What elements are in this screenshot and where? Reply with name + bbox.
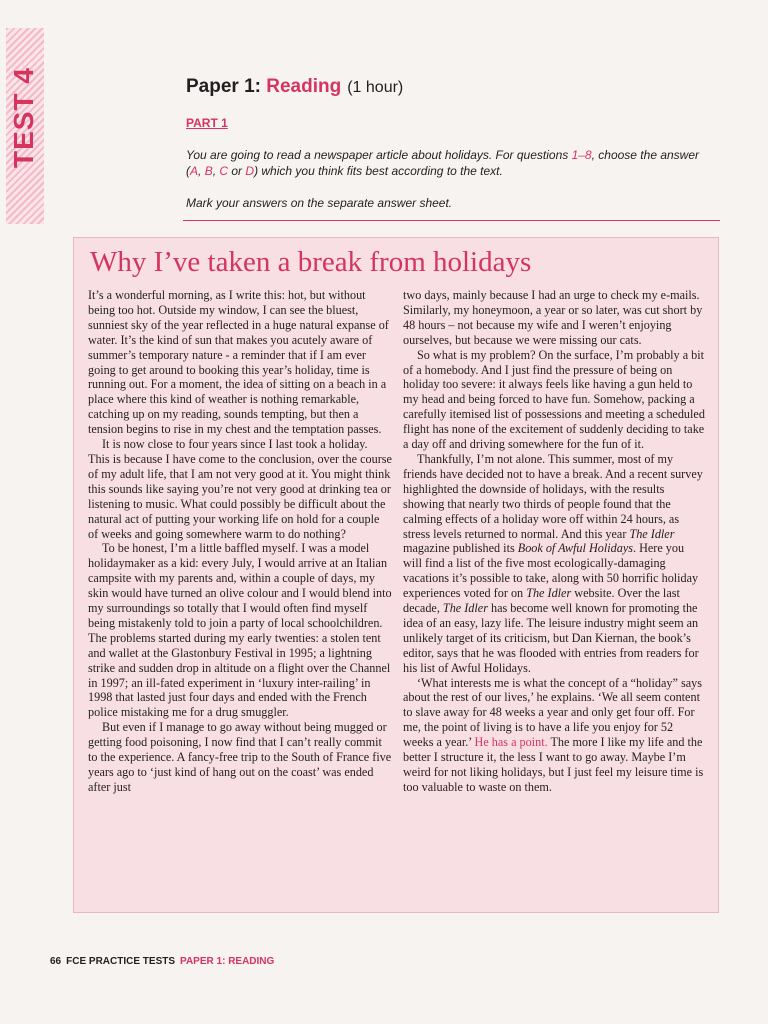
part-heading: PART 1 (186, 116, 228, 130)
separator: , (212, 164, 220, 178)
option-b: B (204, 164, 213, 178)
instruction-questions (186, 147, 716, 179)
paragraph-text: ‘What interests me is what the concept of a “holiday” says about the rest of our lives,’ he explains. ‘We all seem content to slave away for 48 weeks a year and only get four off. For me, the point of living is to have a life you enjoy for 52 weeks a year.’ (403, 675, 702, 750)
option-d: D (245, 164, 255, 178)
page-footer (50, 956, 279, 967)
paper-title-prefix: Paper 1: (186, 76, 267, 97)
option-a: A (190, 164, 199, 178)
article-column-right (403, 288, 705, 795)
article-paragraph: But even if I manage to go away without being mugged or getting food poisoning, I now find that I can’t really commit to the experience. A fancy-free trip to the South of France five years ago to ‘just kind of hang out on the coast’ was ended after just (88, 720, 392, 794)
article-box (73, 237, 719, 913)
article-paragraph (403, 676, 705, 795)
question-range: 1–8 (571, 148, 592, 162)
publication-title: The Idler (442, 601, 488, 616)
paragraph-text: magazine published its (403, 541, 518, 556)
paragraph-text: The more I like my life and the better I structure it, the less I want to go away. Maybe I’m weird for not liking holidays, but I just feel my leisure time is too valuable to waste on them. (403, 735, 704, 794)
option-c: C (219, 164, 229, 178)
separator: or (228, 164, 246, 178)
article-paragraph: To be honest, I’m a little baffled myself. I was a model holidaymaker as a kid: every July, I would arrive at an Italian campsite with my parents and, within a couple of days, my skin would have turned an olive colour and I would blend into my surroundings so totally that I would often find myself being mistakenly told to join a party of local schoolchildren. The problems started during my early twenties: a stolen tent and wallet at the Glastonbury Festival in 1995; a lightning strike and sudden drop in altitude on a flight over the Channel in 1997; an ill-fated experiment in ‘luxury inter-railing’ in 1998 that lasted just four days and ended with the French police mistaking me for a drug smuggler. (88, 541, 392, 720)
article-paragraph: So what is my problem? On the surface, I’m probably a bit of a homebody. And I just find the pressure of being on holiday too severe: it always feels like having a gun held to my head and being forced to have fun. Somehow, packing a carefully itemised list of possessions and meeting a scheduled flight has none of the excitement of suddenly deciding to take a day off and driving somewhere for the fun of it. (403, 347, 705, 452)
instruction-text: ) which you think fits best according to the text. (254, 164, 503, 178)
test-label (8, 134, 40, 168)
highlighted-phrase: He has a point. (474, 735, 548, 750)
paragraph-text: . Here you will find a list of the five most ecologically-damaging vacations it’s possible to take, along with 50 horrific holiday experiences voted for on (403, 541, 699, 601)
article-paragraph (403, 452, 705, 676)
paper-title-reading: Reading (266, 76, 342, 97)
instruction-text: , choose the answer ( (186, 148, 700, 178)
instruction-answer-sheet: Mark your answers on the separate answer sheet. (186, 196, 453, 210)
page-number: 66 (50, 956, 62, 967)
publication-title: The Idler (526, 586, 572, 601)
book-name: FCE PRACTICE TESTS (66, 956, 176, 967)
paper-duration: (1 hour) (347, 79, 404, 96)
section-name: PAPER 1: READING (180, 956, 275, 967)
divider-rule (183, 220, 720, 221)
separator: , (198, 164, 205, 178)
paragraph-text: website. Over the last decade, (403, 586, 680, 616)
article-headline: Why I’ve taken a break from holidays (90, 246, 532, 278)
paragraph-text: Thankfully, I’m not alone. This summer, most of my friends have decided not to have a break. And a recent survey highlighted the downside of holidays, with the results showing that nearly two thirds of people found that the calming effects of a holiday wore off within 24 hours, as stress levels returned to normal. And this year (403, 451, 703, 541)
publication-title: The Idler (629, 526, 675, 541)
article-paragraph: It is now close to four years since I last took a holiday. This is because I have come to the conclusion, over the course of my adult life, that I am not very good at it. You might think this sounds like saying you’re not very good at drinking tea or listening to music. What could possibly be difficult about the natural act of putting your working life on hold for a couple of weeks and going somewhere warm to do nothing? (88, 437, 392, 541)
article-paragraph: two days, mainly because I had an urge to check my e-mails. Similarly, my honeymoon, a year or so later, was cut short by 48 hours – not because my wife and I weren’t enjoying ourselves, but because we were missing our cats. (403, 288, 703, 347)
article-column-left (88, 288, 392, 795)
article-paragraph: It’s a wonderful morning, as I write this: hot, but without being too hot. Outside my window, I can see the bluest, sunniest sky of the year reflected in a huge natural expanse of water. It’s the kind of sun that makes you acutely aware of summer’s temporary nature - a reminder that if I am ever going to get around to booking this year’s holiday, time is running out. For a moment, the idea of sitting on a beach in a place where this kind of weather is nothing remarkable, catching up on my reading, sounds tempting, but then a tension begins to rise in my chest and the temptation passes. (88, 288, 389, 437)
paper-title (186, 76, 403, 98)
book-title: Book of Awful Holidays (517, 541, 633, 556)
paragraph-text: has become well known for promoting the idea of an easy, lazy life. The leisure industry might seem an unlikely target of its criticism, but Dan Kiernan, the book’s editor, says that he was flooded with entries from readers for his list of Awful Holidays. (403, 601, 699, 675)
instruction-text: You are going to read a newspaper article about holidays. For questions (186, 148, 572, 162)
